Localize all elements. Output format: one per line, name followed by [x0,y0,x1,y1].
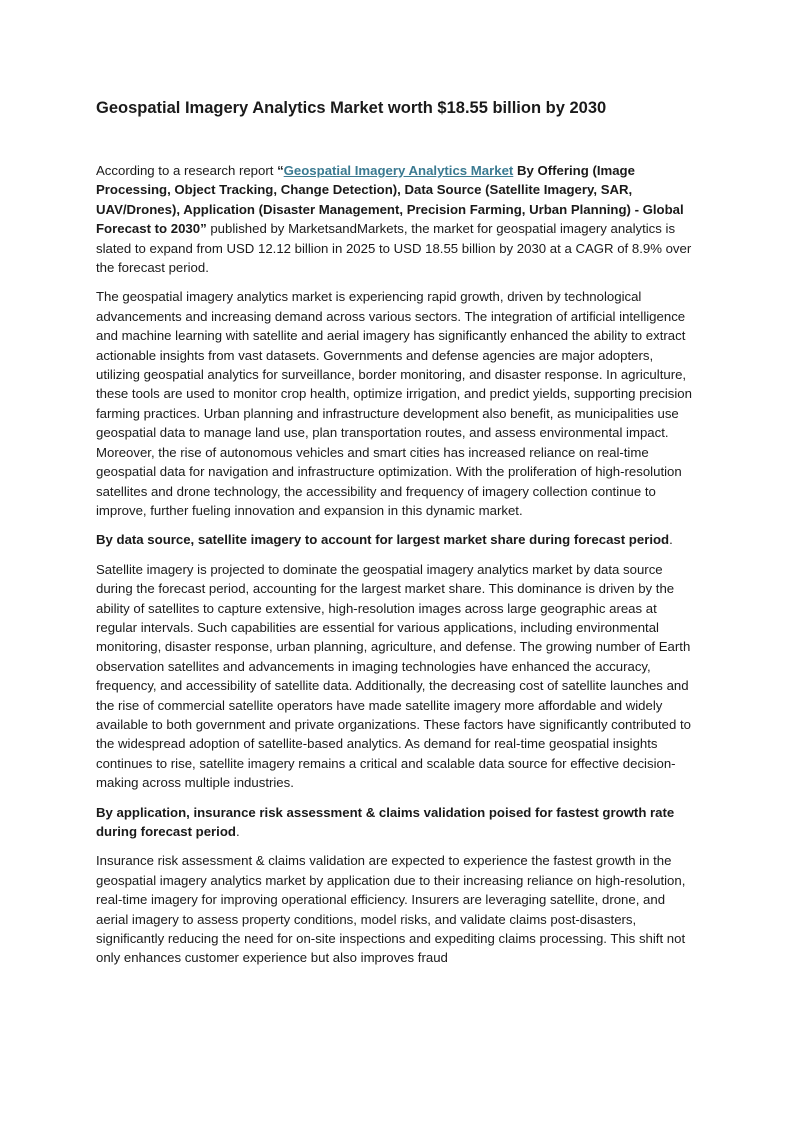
document-body [96,161,700,978]
overview-paragraph: The geospatial imagery analytics market is experiencing rapid growth, driven by technological advancements and increasing demand across various sectors. The integration of artificial intelligence and machine learning with satellite and aerial imagery has significantly enhanced the ability to extract actionable insights from vast datasets. Governments and defense agencies are major adopters, utilizing geospatial analytics for surveillance, border monitoring, and disaster response. In agriculture, these tools are used to monitor crop health, optimize irrigation, and predict yields, supporting precision farming practices. Urban planning and infrastructure development also benefit, as municipalities use geospatial data to manage land use, plan transportation routes, and assess environmental impact. Moreover, the rise of autonomous vehicles and smart cities has increased reliance on real-time geospatial data for navigation and infrastructure optimization. With the proliferation of high-resolution satellites and drone technology, the accessibility and frequency of imagery collection continue to improve, further fueling innovation and expansion in this dynamic market. [96,289,692,518]
data-source-heading-text: By data source, satellite imagery to account for largest market share during forecast period [96,532,670,548]
application-heading [96,803,700,842]
report-link[interactable]: Geospatial Imagery Analytics Market [283,163,514,178]
data-source-heading [96,530,700,549]
page-title: Geospatial Imagery Analytics Market worth $18.55 billion by 2030 [96,99,607,117]
application-paragraph: Insurance risk assessment & claims validation are expected to experience the fastest growth in the geospatial imagery analytics market by application due to their increasing reliance on high-resolution, real-time imagery for improving operational efficiency. Insurers are leveraging satellite, drone, and aerial imagery to assess property conditions, model risks, and validate claims post-disasters, significantly reducing the need for on-site inspections and expediting claims processing. This shift not only enhances customer experience but also improves fraud [96,853,686,966]
intro-paragraph [96,161,700,277]
report-title: By Offering (Image Processing, Object Tracking, Change Detection), Data Source (Satellite Imagery, SAR, UAV/Drones), Application (Disaster Management, Precision Farming, Urban Planning) - Global Forecast to 2030” [96,163,684,237]
data-source-heading-tail: . [669,532,673,548]
application-heading-tail: . [235,824,240,839]
intro-rest: published by MarketsandMarkets, the market for geospatial imagery analytics is slated to expand from USD 12.12 billion in 2025 to USD 18.55 billion by 2030 at a CAGR of 8.9% over the forecast period. [96,221,692,276]
intro-open-quote: “ [277,163,284,178]
data-source-paragraph: Satellite imagery is projected to dominate the geospatial imagery analytics market by data source during the forecast period, accounting for the largest market share. This dominance is driven by the ability of satellites to capture extensive, high-resolution images across large geographic areas at regular intervals. Such capabilities are essential for various applications, including environmental monitoring, disaster response, urban planning, agriculture, and defense. The growing number of Earth observation satellites and advancements in imaging technologies have enhanced the accuracy, frequency, and accessibility of satellite data. Additionally, the decreasing cost of satellite launches and the rise of commercial satellite operators have made satellite imagery more affordable and widely available to both government and private organizations. These factors have significantly contributed to the widespread adoption of satellite-based analytics. As demand for real-time geospatial insights continues to rise, satellite imagery remains a critical and scalable data source for effective decision-making across multiple industries. [96,561,692,791]
application-heading-text: By application, insurance risk assessment & claims validation poised for fastest growth rate during forecast period [96,804,675,839]
intro-lead: According to a research report [96,163,278,178]
